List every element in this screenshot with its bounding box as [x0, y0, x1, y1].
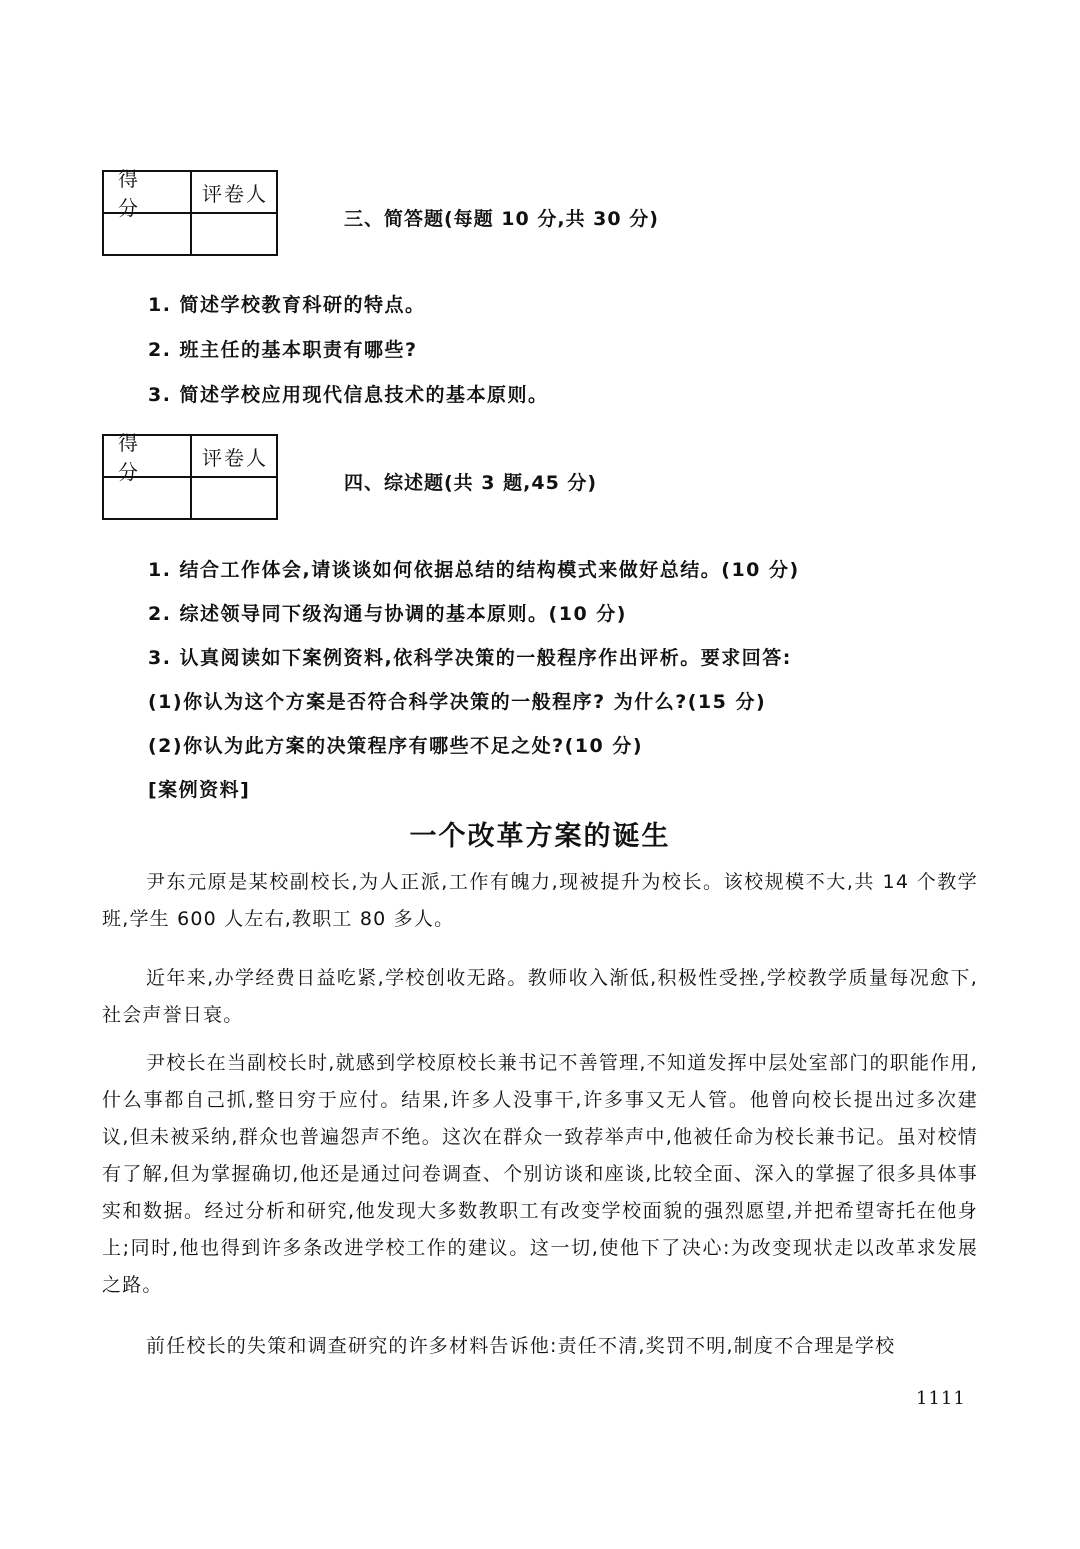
- grader-label: 评卷人: [192, 172, 278, 214]
- section3-question-2: 2. 班主任的基本职责有哪些?: [148, 339, 418, 361]
- score-cell: [104, 214, 192, 254]
- section4-subquestion-2: (2)你认为此方案的决策程序有哪些不足之处?(10 分): [148, 735, 644, 757]
- grader-cell: [192, 214, 278, 254]
- section4-question-2: 2. 综述领导同下级沟通与协调的基本原则。(10 分): [148, 603, 627, 625]
- score-box-section4: [102, 431, 278, 520]
- page-number: 1111: [916, 1388, 966, 1409]
- case-paragraph-4: 前任校长的失策和调查研究的许多材料告诉他:责任不清,奖罚不明,制度不合理是学校: [146, 1335, 896, 1357]
- case-paragraph-3: 尹校长在当副校长时,就感到学校原校长兼书记不善管理,不知道发挥中层处室部门的职能作用,什么事都自己抓,整日穷于应付。结果,许多人没事干,许多事又无人管。他曾向校长提出过多次建议,但未被采纳,群众也普遍怨声不绝。这次在群众一致荐举声中,他被任命为校长兼书记。虽对校情有了解,但为掌握确切,他还是通过问卷调查、个别访谈和座谈,比较全面、深入的掌握了很多具体事实和数据。经过分析和研究,他发现大多数教职工有改变学校面貌的强烈愿望,并把希望寄托在他身上;同时,他也得到许多条改进学校工作的建议。这一切,使他下了决心:为改变现状走以改革求发展之路。: [102, 1052, 978, 1296]
- score-box-section3: [102, 167, 278, 256]
- case-title: 一个改革方案的诞生: [409, 821, 671, 852]
- score-label: 得分: [104, 436, 192, 478]
- section4-subquestion-1: (1)你认为这个方案是否符合科学决策的一般程序? 为什么?(15 分): [148, 691, 767, 713]
- score-label: 得分: [104, 172, 192, 214]
- section4-question-3: 3. 认真阅读如下案例资料,依科学决策的一般程序作出评析。要求回答:: [148, 647, 792, 669]
- score-cell: [104, 478, 192, 518]
- section4-title: 四、综述题(共 3 题,45 分): [344, 472, 598, 494]
- case-paragraph-2: 近年来,办学经费日益吃紧,学校创收无路。教师收入渐低,积极性受挫,学校教学质量每况愈下,社会声誉日衰。: [102, 967, 978, 1026]
- section3-title: 三、简答题(每题 10 分,共 30 分): [344, 208, 659, 230]
- section3-question-3: 3. 简述学校应用现代信息技术的基本原则。: [148, 384, 549, 406]
- case-label: [案例资料]: [148, 779, 251, 801]
- section4-question-1: 1. 结合工作体会,请谈谈如何依据总结的结构模式来做好总结。(10 分): [148, 559, 800, 581]
- case-paragraph-1: 尹东元原是某校副校长,为人正派,工作有魄力,现被提升为校长。该校规模不大,共 14 个教学班,学生 600 人左右,教职工 80 多人。: [102, 871, 978, 930]
- section3-question-1: 1. 简述学校教育科研的特点。: [148, 294, 426, 316]
- grader-label: 评卷人: [192, 436, 278, 478]
- grader-cell: [192, 478, 278, 518]
